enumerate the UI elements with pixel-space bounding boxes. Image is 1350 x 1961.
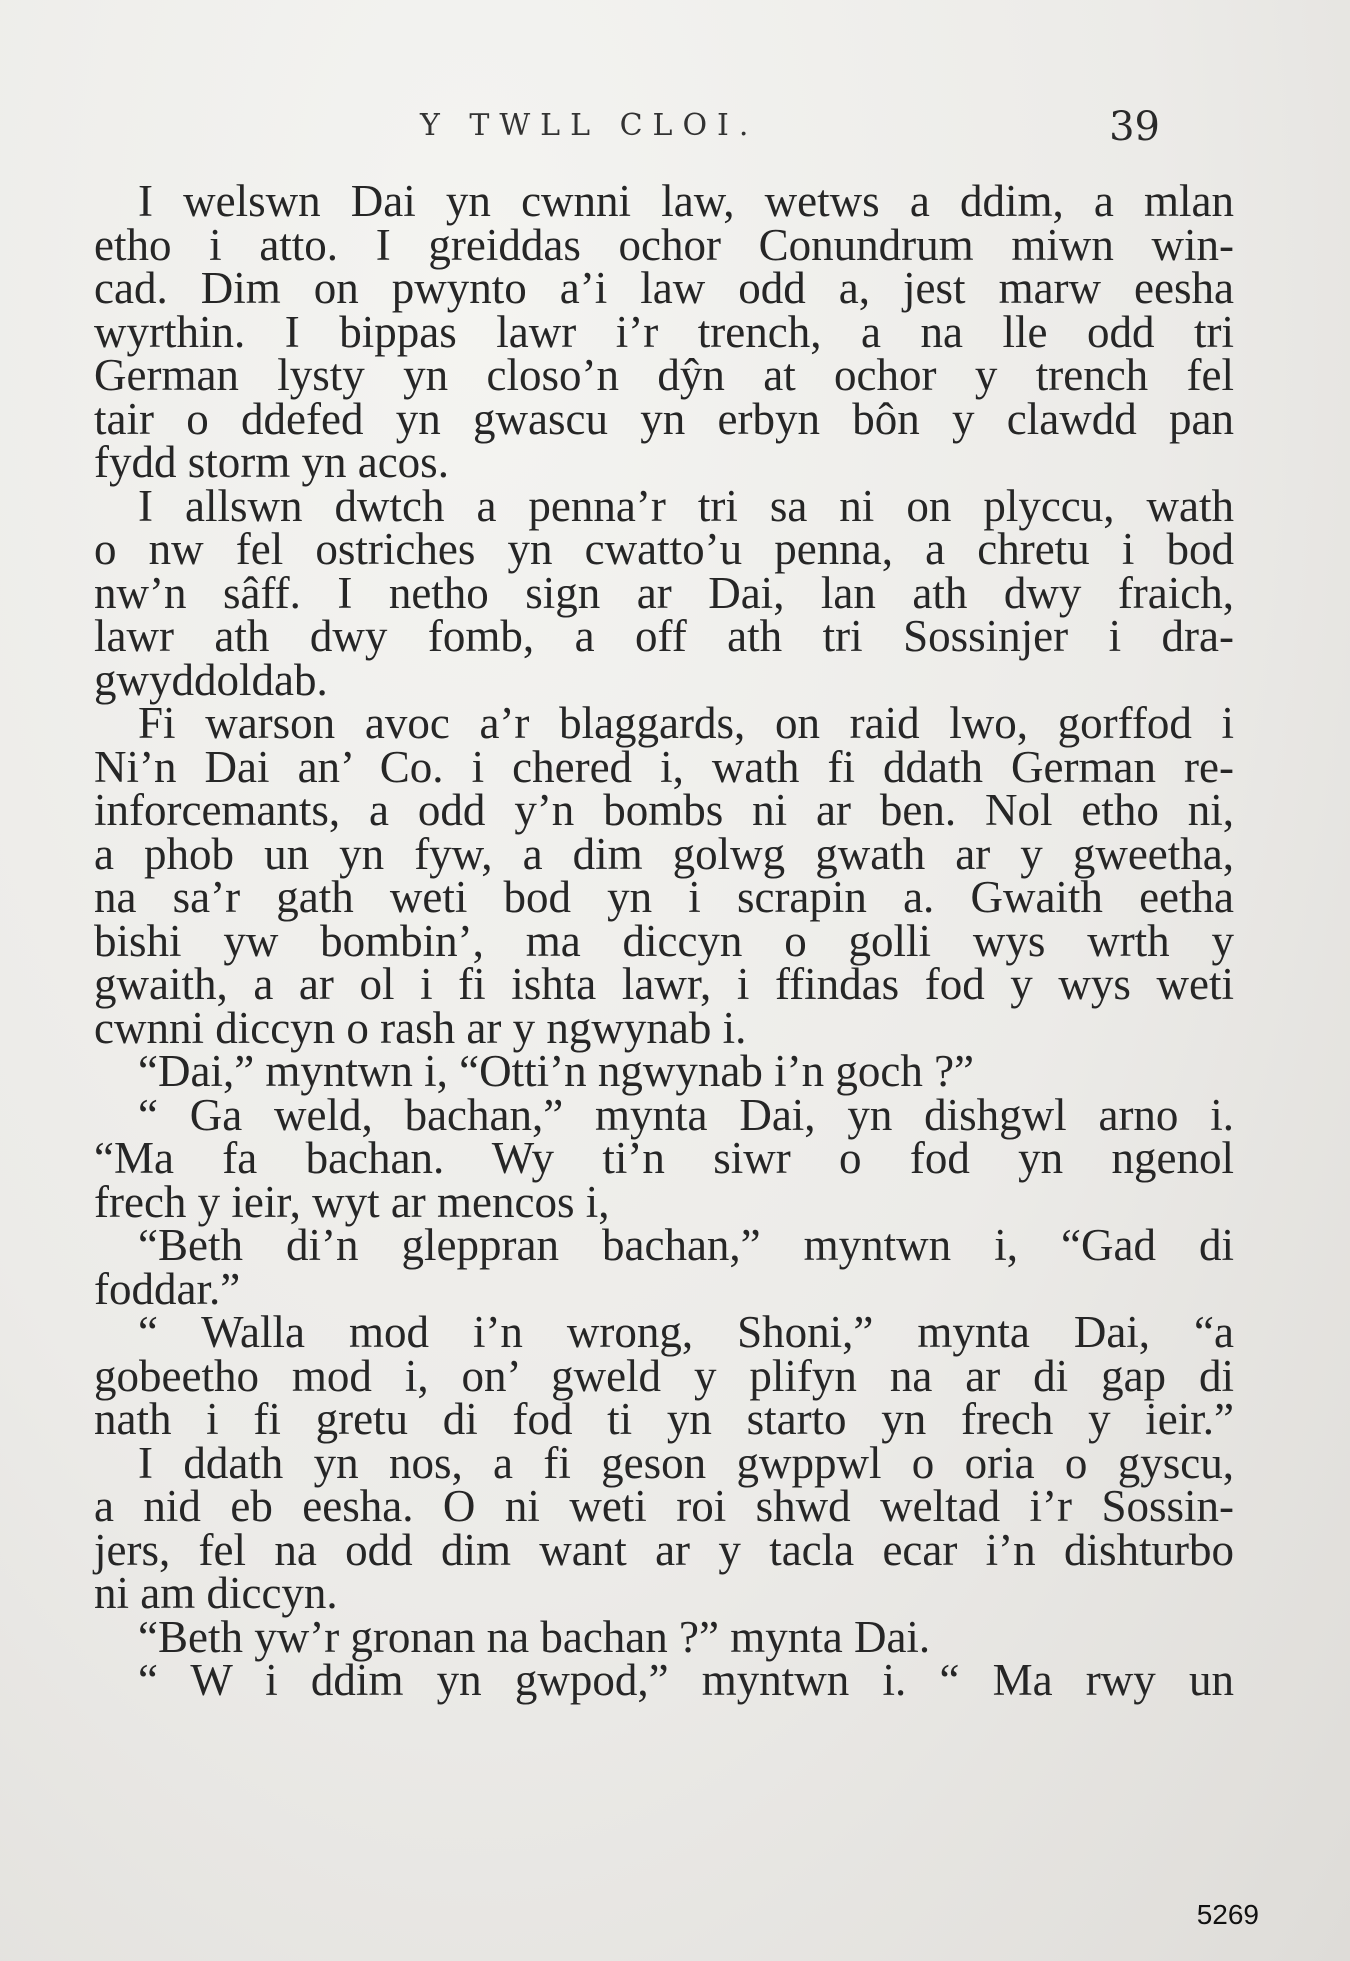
text-line: ni am diccyn. — [94, 1568, 338, 1618]
page-header — [420, 104, 1160, 158]
text-line: a phob un yn fyw, a dim golwg gwath ar y gweetha, — [94, 828, 1234, 879]
body-text — [94, 176, 1234, 1705]
text-line: German lysty yn closo’n dŷn at ochor y trench fel — [94, 350, 1234, 400]
text-line: wyrthin. I bippas lawr i’r trench, a na lle odd tri — [94, 306, 1234, 357]
text-line: inforcemants, a odd y’n bombs ni ar ben. Nol etho ni, — [94, 785, 1234, 835]
text-line: I ddath yn nos, a fi geson gwppwl o oria o gyscu, — [138, 1437, 1234, 1488]
text-line: foddar.” — [94, 1263, 241, 1314]
catalog-number: 5269 — [1196, 1899, 1259, 1930]
text-line: gwaith, a ar ol i fi ishta lawr, i ffindas fod y wys weti — [94, 959, 1234, 1009]
text-line: I allswn dwtch a penna’r tri sa ni on plyccu, wath — [138, 480, 1234, 531]
text-line: o nw fel ostriches yn cwatto’u penna, a chretu i bod — [94, 524, 1234, 574]
text-line: gwyddoldab. — [94, 654, 328, 705]
text-line: etho i atto. I greiddas ochor Conundrum miwn win- — [94, 219, 1234, 270]
text-line: cwnni diccyn o rash ar y ngwynab i. — [94, 1002, 747, 1053]
text-line: “Dai,” myntwn i, “Otti’n ngwynab i’n goch ?” — [138, 1046, 975, 1096]
text-line: Ni’n Dai an’ Co. i chered i, wath fi ddath German re- — [94, 741, 1234, 792]
page-number: 39 — [1109, 104, 1160, 150]
text-line: Fi warson avoc a’r blaggards, on raid lwo, gorffod i — [138, 698, 1234, 748]
text-line: cad. Dim on pwynto a’i law odd a, jest marw eesha — [94, 263, 1234, 313]
text-line: lawr ath dwy fomb, a off ath tri Sossinjer i dra- — [94, 611, 1234, 661]
text-line: gobeetho mod i, on’ gweld y plifyn na ar di gap di — [94, 1350, 1234, 1401]
running-title: Y TWLL CLOI. — [420, 108, 759, 143]
text-line: fydd storm yn acos. — [94, 437, 449, 487]
text-line: “ Walla mod i’n wrong, Shoni,” mynta Dai, “a — [138, 1307, 1234, 1357]
text-line: “ W i ddim yn gwpod,” myntwn i. “ Ma rwy un — [138, 1655, 1234, 1705]
text-line: na sa’r gath weti bod yn i scrapin a. Gwaith eetha — [94, 872, 1234, 922]
text-line: frech y ieir, wyt ar mencos i, — [94, 1176, 610, 1227]
text-line: nw’n sâff. I netho sign ar Dai, lan ath dwy fraich, — [94, 567, 1234, 618]
text-line: I welswn Dai yn cwnni law, wetws a ddim, a mlan — [138, 176, 1234, 226]
text-line: bishi yw bombin’, ma diccyn o golli wys wrth y — [94, 915, 1234, 966]
text-line: a nid eb eesha. O ni weti roi shwd weltad i’r Sossin- — [94, 1481, 1234, 1531]
text-line: tair o ddefed yn gwascu yn erbyn bôn y clawdd pan — [94, 393, 1234, 444]
text-line: “Beth yw’r gronan na bachan ?” mynta Dai. — [138, 1611, 931, 1662]
text-line: “ Ga weld, bachan,” mynta Dai, yn dishgwl arno i. — [138, 1089, 1234, 1140]
text-line: “Ma fa bachan. Wy ti’n siwr o fod yn ngenol — [94, 1133, 1234, 1183]
text-line: jers, fel na odd dim want ar y tacla ecar i’n dishturbo — [94, 1524, 1234, 1575]
text-line: nath i fi gretu di fod ti yn starto yn frech y ieir.” — [94, 1394, 1234, 1444]
text-line: “Beth di’n gleppran bachan,” myntwn i, “Gad di — [138, 1220, 1234, 1270]
